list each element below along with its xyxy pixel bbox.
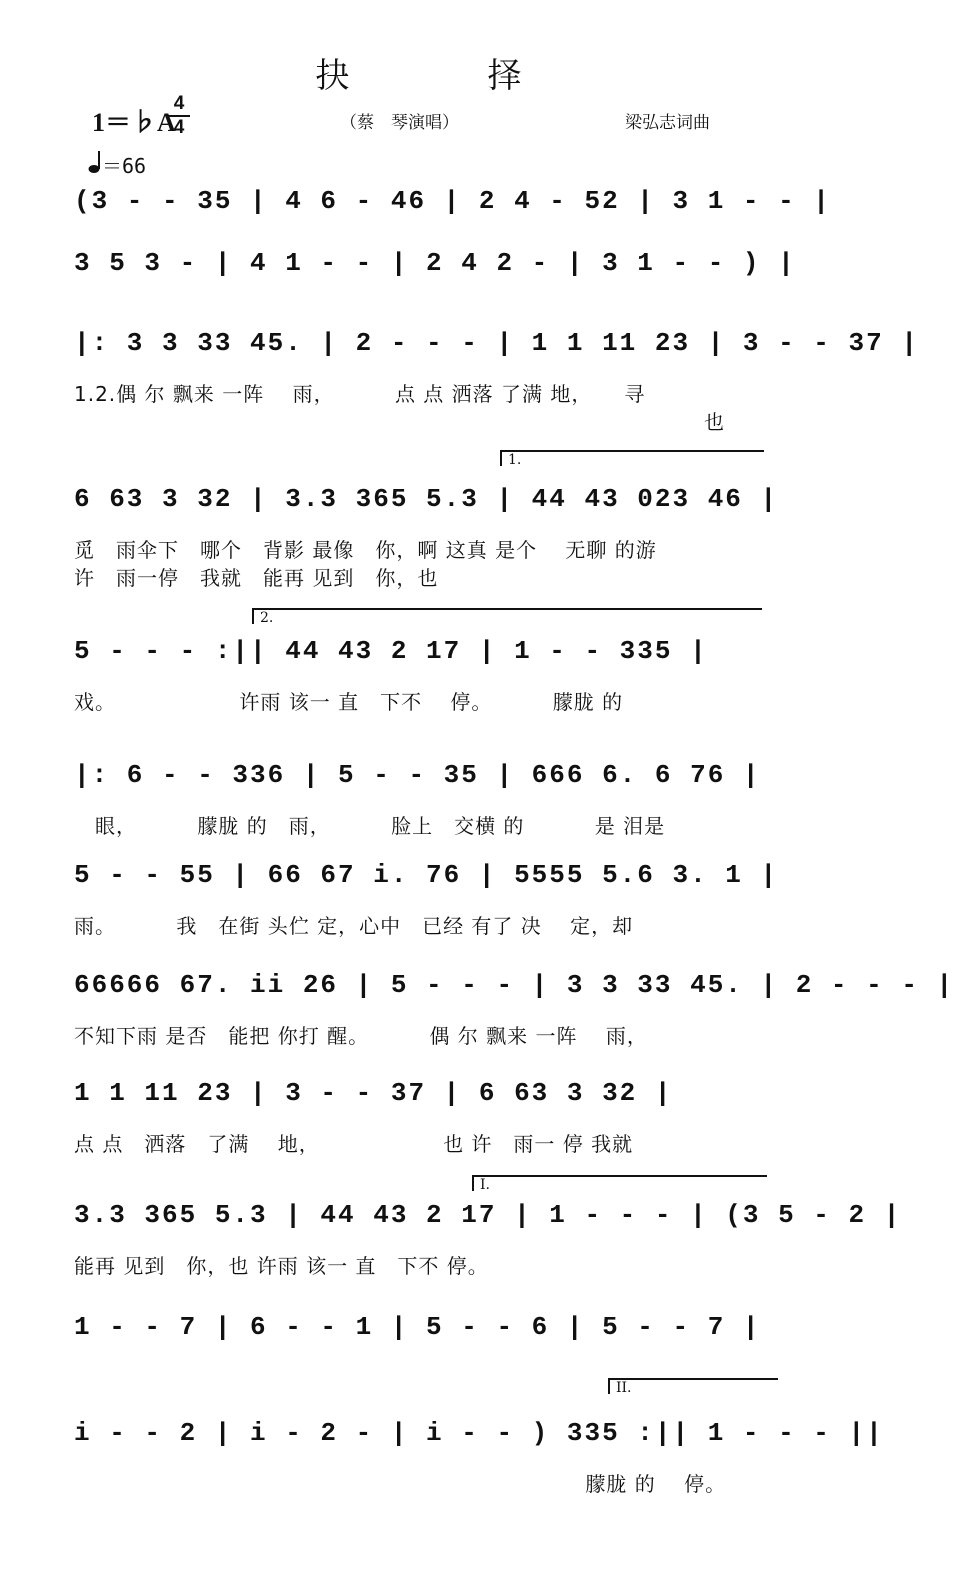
tempo-marking (88, 150, 146, 179)
volta-label: II. (616, 1380, 632, 1396)
notation-line: (3 - - 35 | 4 6 - 46 | 2 4 - 52 | 3 1 - - | (74, 186, 831, 216)
time-signature (168, 94, 190, 138)
volta-bracket (608, 1378, 778, 1394)
notation-line: 3 5 3 - | 4 1 - - | 2 4 2 - | 3 1 - - ) | (74, 248, 796, 278)
notation-line: 66666 67. ii 26 | 5 - - - | 3 3 33 45. | 2 - - - | (74, 970, 954, 1000)
notation-line: 3.3 365 5.3 | 44 43 2 17 | 1 - - - | (3 5 - 2 | (74, 1200, 902, 1230)
quarter-note-icon (88, 150, 102, 179)
lyrics-line: 雨。 我 在街 头伫 定，心中 已经 有了 决 定，却 (74, 914, 634, 938)
tempo-value: ＝66 (102, 154, 147, 178)
notation-line: 6 63 3 32 | 3.3 365 5.3 | 44 43 023 46 | (74, 484, 779, 514)
lyrics-line: 戏。 许雨 该一 直 下不 停。 朦胧 的 (74, 690, 624, 714)
volta-bracket (500, 450, 764, 466)
lyrics-line: 许 雨一停 我就 能再 见到 你，也 (74, 566, 439, 590)
lyrics-line: 不知下雨 是否 能把 你打 醒。 偶 尔 飘来 一阵 雨， (74, 1024, 648, 1048)
volta-bracket (252, 608, 762, 624)
lyrics-line: 眼， 朦胧 的 雨， 脸上 交横 的 是 泪是 (74, 814, 666, 838)
time-signature-top: 4 (173, 93, 185, 114)
volta-bracket (472, 1175, 767, 1191)
song-title: 抉 择 (315, 56, 574, 96)
time-signature-bottom: 4 (173, 117, 185, 138)
notation-line: i - - 2 | i - 2 - | i - - ) 335 :|| 1 - - - || (74, 1418, 884, 1448)
notation-line: 5 - - 55 | 66 67 i. 76 | 5555 5.6 3. 1 | (74, 860, 779, 890)
volta-label: I. (480, 1177, 490, 1193)
composer-credit: 梁弘志词曲 (625, 113, 710, 133)
volta-label: 2. (260, 610, 274, 626)
lyrics-line: 朦胧 的 停。 (74, 1472, 727, 1496)
notation-line: 1 - - 7 | 6 - - 1 | 5 - - 6 | 5 - - 7 | (74, 1312, 761, 1342)
notation-line: |: 3 3 33 45. | 2 - - - | 1 1 11 23 | 3 - - 37 | (74, 328, 919, 358)
notation-line: |: 6 - - 336 | 5 - - 35 | 666 6. 6 76 | (74, 760, 761, 790)
notation-line: 1 1 11 23 | 3 - - 37 | 6 63 3 32 | (74, 1078, 673, 1108)
lyrics-line: 能再 见到 你，也 许雨 该一 直 下不 停。 (74, 1254, 489, 1278)
lyrics-line: 点 点 洒落 了满 地， 也 许 雨一 停 我就 (74, 1132, 634, 1156)
lyrics-line: 觅 雨伞下 哪个 背影 最像 你，啊 这真 是个 无聊 的游 (74, 538, 657, 562)
notation-line: 5 - - - :|| 44 43 2 17 | 1 - - 335 | (74, 636, 708, 666)
performer-credit: （蔡 琴演唱） (340, 113, 459, 133)
lyrics-line: 也 (74, 410, 725, 434)
lyrics-line: 1.2.偶 尔 飘来 一阵 雨， 点 点 洒落 了满 地， 寻 (74, 382, 646, 406)
key-signature: 1＝♭A (92, 108, 176, 137)
volta-label: 1. (508, 452, 522, 468)
